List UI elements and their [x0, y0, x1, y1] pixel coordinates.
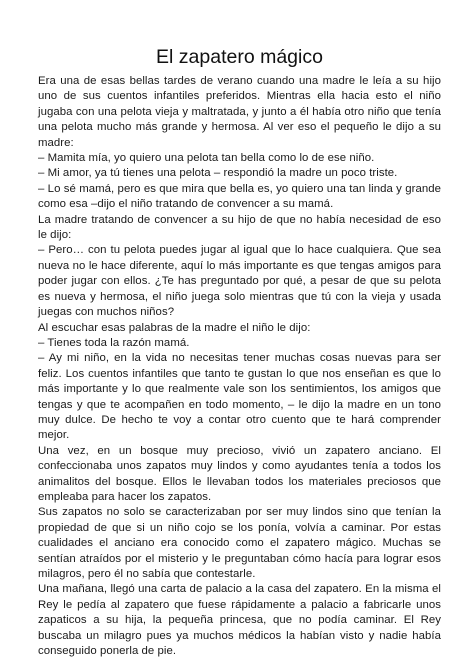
paragraph: Sus zapatos no solo se caracterizaban por ser muy lindos sino que tenían la propiedad de que si un niño cojo se los ponía, volvía a caminar. Por estas cualidades el anciano era conocido como el zapatero mágico. Muchas se sentían atraídos por el misterio y le preguntaban cómo hacía para lograr esos milagros, pero él no sabía que contestarle. — [38, 506, 441, 580]
paragraph: – Lo sé mamá, pero es que mira que bella es, yo quiero una tan linda y grande como esa –dijo el niño tratando de convencer a su mamá. — [38, 182, 441, 211]
paragraph: Al escuchar esas palabras de la madre el niño le dijo: — [38, 321, 311, 334]
paragraph: – Ay mi niño, en la vida no necesitas tener muchas cosas nuevas para ser feliz. Los cuentos infantiles que tanto te gustan lo que nos enseñan es que lo más importante y lo que realmente vale son los sentimientos, los amigos que tengas y que te acompañen en todo momento, – le dijo la madre en un tono muy dulce. De hecho te voy a contar otro cuento que te hará comprender mejor. — [38, 352, 441, 442]
paragraph: Una mañana, llegó una carta de palacio a la casa del zapatero. En la misma el Rey le pedía al zapatero que fuese rápidamente a palacio a fabricarle unos zapaticos a su hija, la pequeña princesa, que no podía caminar. El Rey buscaba un milagro pues ya muchos médicos la habían visto y nadie había conseguido ponerla de pie. — [38, 583, 441, 658]
story-body — [38, 74, 441, 659]
paragraph: – Tienes toda la razón mamá. — [38, 336, 190, 349]
page-title: El zapatero mágico — [156, 46, 323, 68]
paragraph: – Mamita mía, yo quiero una pelota tan bella como lo de ese niño. — [38, 152, 375, 165]
paragraph: – Mi amor, ya tú tienes una pelota – respondió la madre un poco triste. — [38, 167, 398, 180]
paragraph: La madre tratando de convencer a su hijo de que no había necesidad de eso le dijo: — [38, 213, 441, 242]
paragraph: – Pero… con tu pelota puedes jugar al igual que lo hace cualquiera. Que sea nueva no le hace diferente, aquí lo más importante es que tengas amigos para poder jugar con ellos. ¿Te has preguntado por qué, a pesar de que su pelota es nueva y hermosa, el niño juega solo mientras que tú con la vieja y usada juegas con muchos niños? — [38, 244, 441, 319]
paragraph: Una vez, en un bosque muy precioso, vivió un zapatero anciano. El confeccionaba unos zapatos muy lindos y como ayudantes tenía a todos los animalitos del bosque. Ellos le llevaban todos los materiales preciosos que empleaba para hacer los zapatos. — [38, 444, 441, 503]
paragraph: Era una de esas bellas tardes de verano cuando una madre le leía a su hijo uno de sus cuentos infantiles preferidos. Mientras ella hacia esto el niño jugaba con una pelota vieja y maltratada, y junto a él había otro niño que tenía una pelota mucho más grande y hermosa. Al ver eso el pequeño le dijo a su madre: — [38, 75, 441, 149]
